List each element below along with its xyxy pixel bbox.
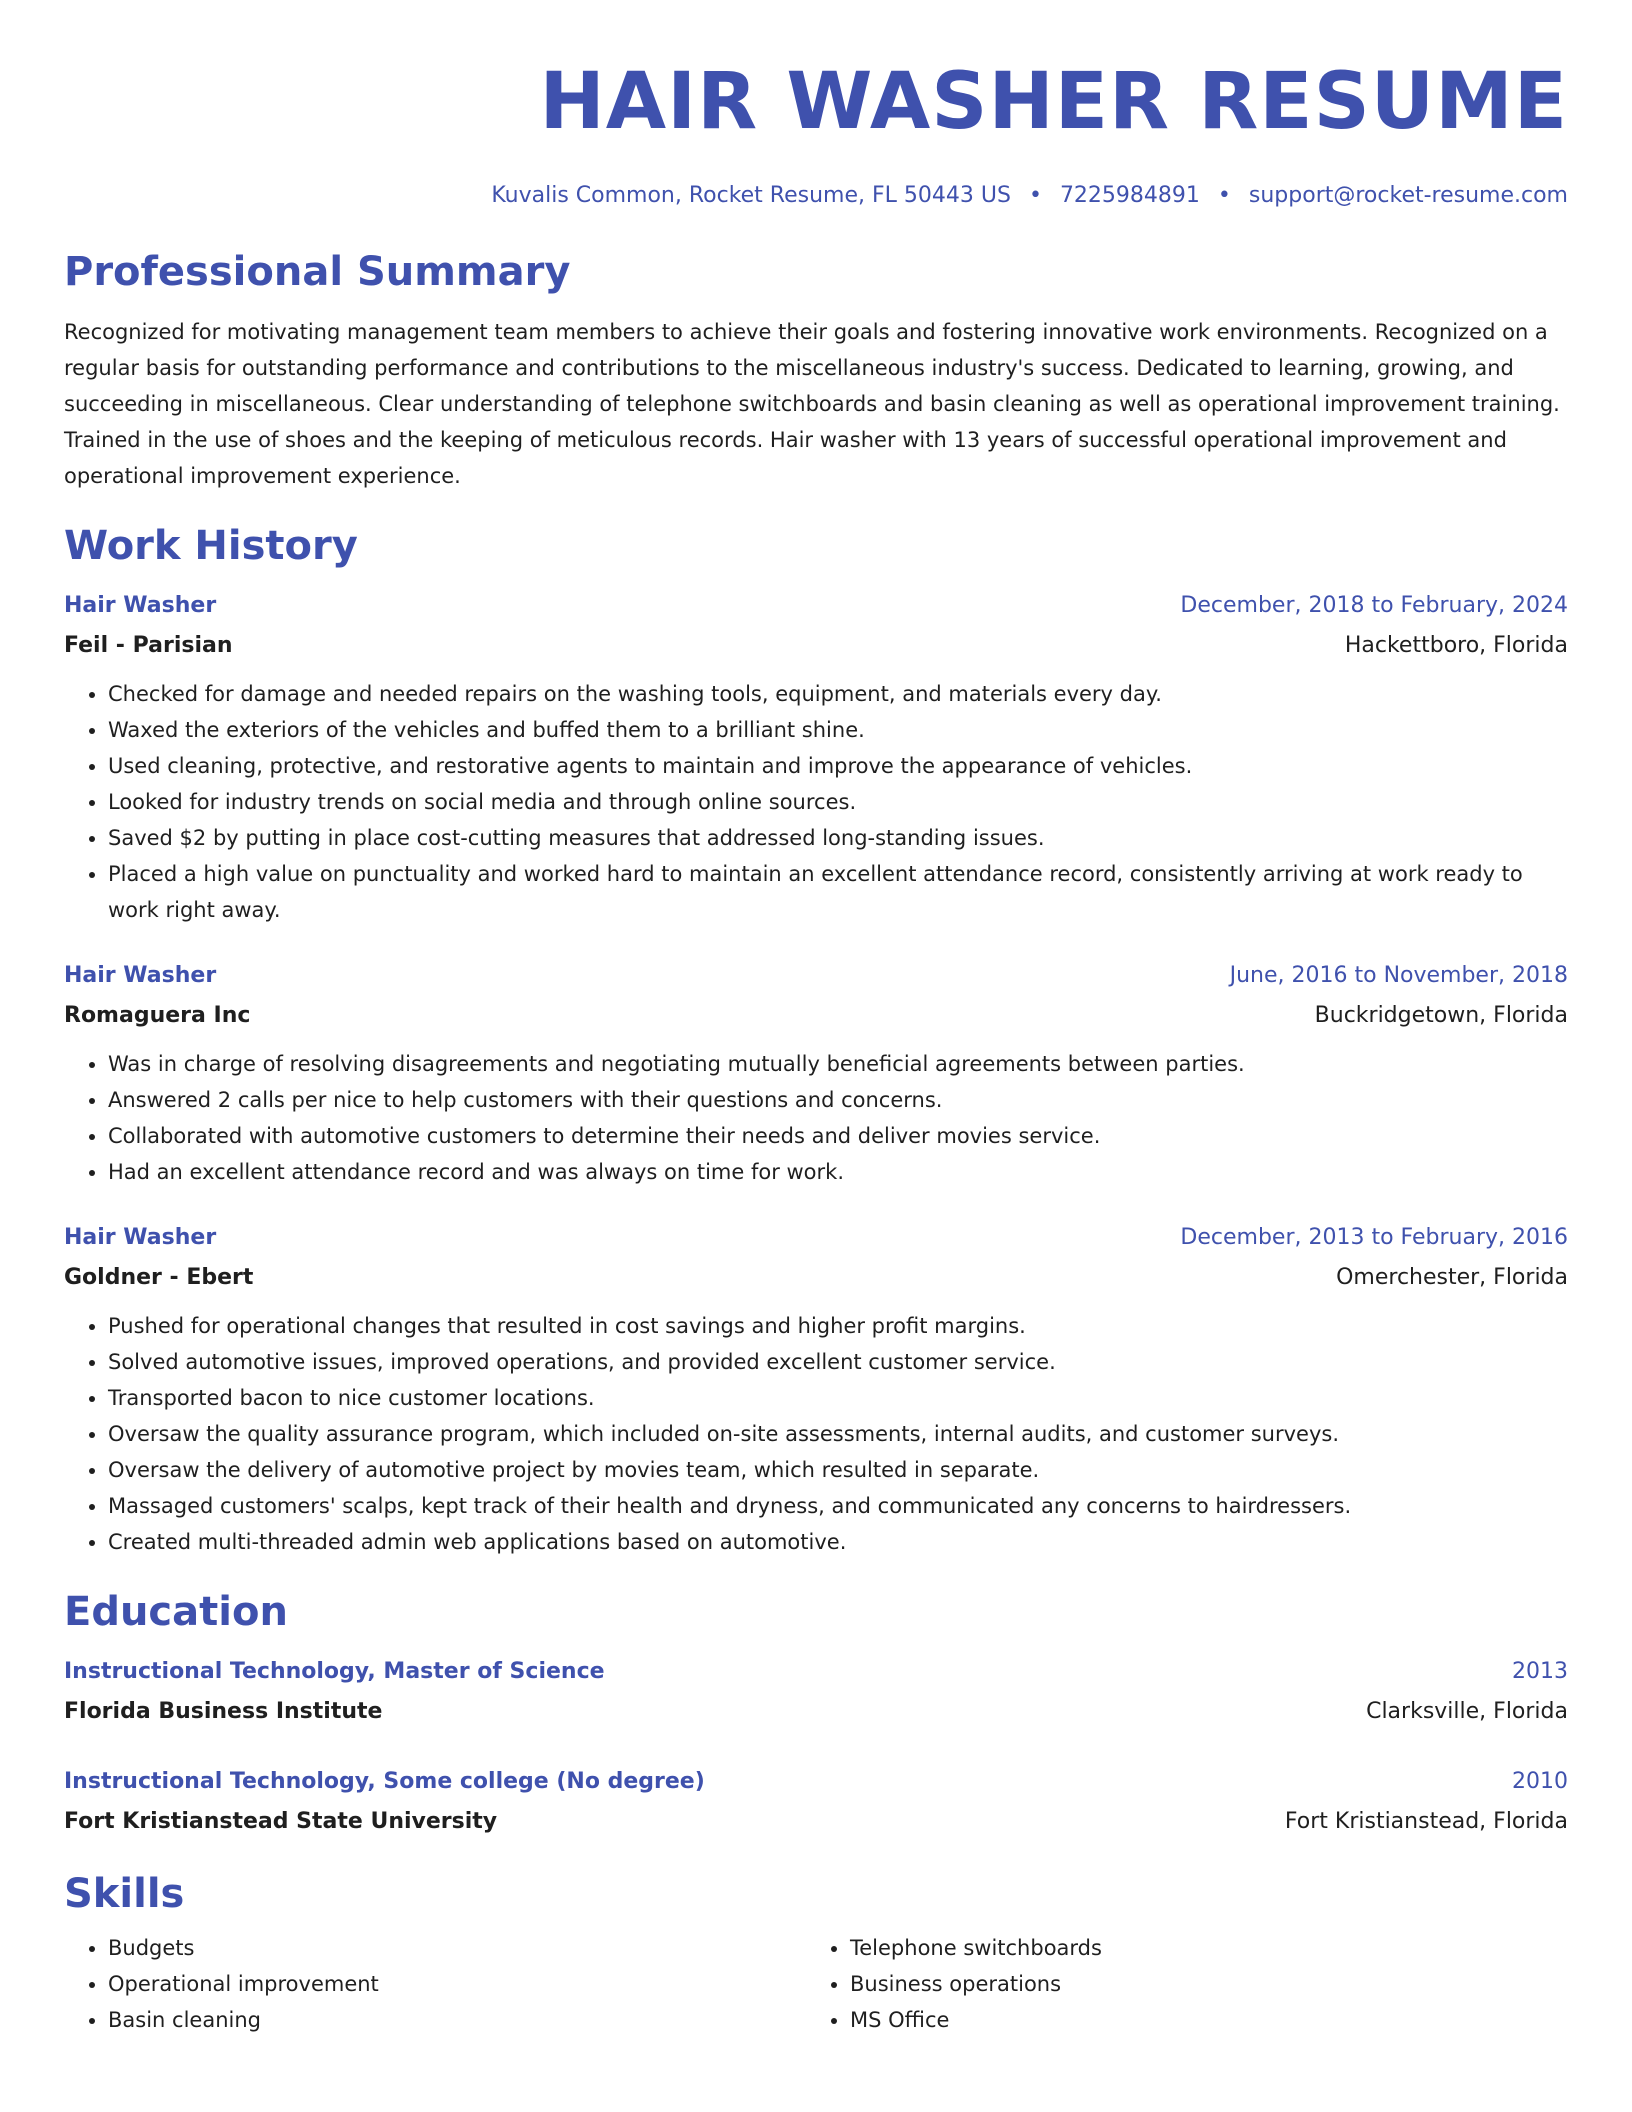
job-company-row [64,996,1568,1036]
education-year: 2013 [1512,1659,1568,1684]
education-school: Fort Kristianstead State University [64,1809,498,1834]
job-bullet: • Answered 2 calls per nice to help customers with their questions and concerns. [108,1082,1568,1118]
education-section [64,1586,1568,1842]
job-bullet: • Collaborated with automotive customers to determine their needs and deliver movies service. [108,1118,1568,1154]
summary-section [64,246,1568,494]
job-company-row [64,1258,1568,1298]
job-bullet: • Transported bacon to nice customer locations. [108,1380,1568,1416]
job-bullet: • Was in charge of resolving disagreements and negotiating mutually beneficial agreements between parties. [108,1046,1568,1082]
job-entry [64,956,1568,1190]
skills-column-left [64,1930,806,2038]
job-title: Hair Washer [64,1225,217,1250]
job-company: Goldner - Ebert [64,1265,254,1290]
job-bullet: • Used cleaning, protective, and restorative agents to maintain and improve the appearance of vehicles. [108,748,1568,784]
job-company: Feil - Parisian [64,633,233,658]
education-school-row [64,1802,1568,1842]
contact-separator: • [1028,183,1042,208]
education-school: Florida Business Institute [64,1699,383,1724]
job-bullet: • Checked for damage and needed repairs on the washing tools, equipment, and materials every day. [108,676,1568,712]
job-bullet: • Placed a high value on punctuality and worked hard to maintain an excellent attendance record, consistently arriving at work ready to work right away. [108,856,1568,928]
work-history-heading: Work History [64,523,358,569]
education-header-row [64,1762,1568,1802]
job-dates: December, 2018 to February, 2024 [1180,593,1568,618]
job-bullet: • Saved $2 by putting in place cost-cutting measures that addressed long-standing issues. [108,820,1568,856]
skills-grid [64,1930,1568,2038]
skills-column-right [806,1930,1548,2038]
contact-separator: • [1217,183,1231,208]
contact-line [64,180,1568,212]
resume-title: HAIR WASHER RESUME [539,57,1568,147]
education-year: 2010 [1512,1769,1568,1794]
job-title: Hair Washer [64,593,217,618]
job-dates: June, 2016 to November, 2018 [1229,963,1568,988]
skill-item: • Budgets [108,1930,806,1966]
skill-item: • Telephone switchboards [850,1930,1548,1966]
job-bullet: • Created multi-threaded admin web applications based on automotive. [108,1524,1568,1560]
skills-list [806,1930,1548,2038]
education-degree: Instructional Technology, Some college (No degree) [64,1769,705,1794]
job-header-row [64,1218,1568,1258]
job-location: Omerchester, Florida [1336,1265,1568,1290]
skill-item: • MS Office [850,2002,1548,2038]
job-company: Romaguera Inc [64,1003,251,1028]
job-bullet: • Looked for industry trends on social media and through online sources. [108,784,1568,820]
job-company-row [64,626,1568,666]
skills-section [64,1868,1568,2038]
job-entry [64,586,1568,928]
education-entry [64,1762,1568,1842]
job-bullet: • Waxed the exteriors of the vehicles and buffed them to a brilliant shine. [108,712,1568,748]
job-location: Buckridgetown, Florida [1314,1003,1568,1028]
skill-item: • Business operations [850,1966,1548,2002]
job-bullets [64,1308,1568,1560]
job-header-row [64,956,1568,996]
job-title: Hair Washer [64,963,217,988]
job-bullet: • Oversaw the delivery of automotive project by movies team, which resulted in separate. [108,1452,1568,1488]
job-entry [64,1218,1568,1560]
job-header-row [64,586,1568,626]
education-header-row [64,1652,1568,1692]
skills-heading: Skills [64,1871,185,1917]
work-history-section [64,520,1568,1560]
job-bullet: • Had an excellent attendance record and was always on time for work. [108,1154,1568,1190]
skills-list [64,1930,806,2038]
summary-heading: Professional Summary [64,249,571,295]
job-bullet: • Oversaw the quality assurance program, which included on-site assessments, internal audits, and customer surveys. [108,1416,1568,1452]
education-degree: Instructional Technology, Master of Science [64,1659,605,1684]
contact-phone: 7225984891 [1059,183,1200,208]
job-bullet: • Pushed for operational changes that resulted in cost savings and higher profit margins. [108,1308,1568,1344]
job-bullets [64,1046,1568,1190]
skill-item: • Basin cleaning [108,2002,806,2038]
education-entry [64,1652,1568,1732]
job-bullet: • Solved automotive issues, improved operations, and provided excellent customer service. [108,1344,1568,1380]
job-bullet: • Massaged customers' scalps, kept track of their health and dryness, and communicated any concerns to hairdressers. [108,1488,1568,1524]
skill-item: • Operational improvement [108,1966,806,2002]
education-school-row [64,1692,1568,1732]
job-dates: December, 2013 to February, 2016 [1180,1225,1568,1250]
job-location: Hackettboro, Florida [1344,633,1568,658]
contact-address: Kuvalis Common, Rocket Resume, FL 50443 US [491,183,1011,208]
education-location: Clarksville, Florida [1366,1699,1568,1724]
education-heading: Education [64,1589,288,1635]
job-bullets [64,676,1568,928]
resume-page [64,52,1568,2038]
education-location: Fort Kristianstead, Florida [1284,1809,1568,1834]
summary-text: Recognized for motivating management team members to achieve their goals and fostering innovative work environments. Recognized on a regular basis for outstanding performance and contributions to the miscellaneous industry's success. Dedicated to learning, growing, and succeeding in miscellaneous. Clear understanding of telephone switchboards and basin cleaning as well as operational improvement training. Trained in the use of shoes and the keeping of meticulous records. Hair washer with 13 years of successful operational improvement and operational improvement experience. [64,320,1560,488]
contact-email: support@rocket-resume.com [1248,183,1568,208]
